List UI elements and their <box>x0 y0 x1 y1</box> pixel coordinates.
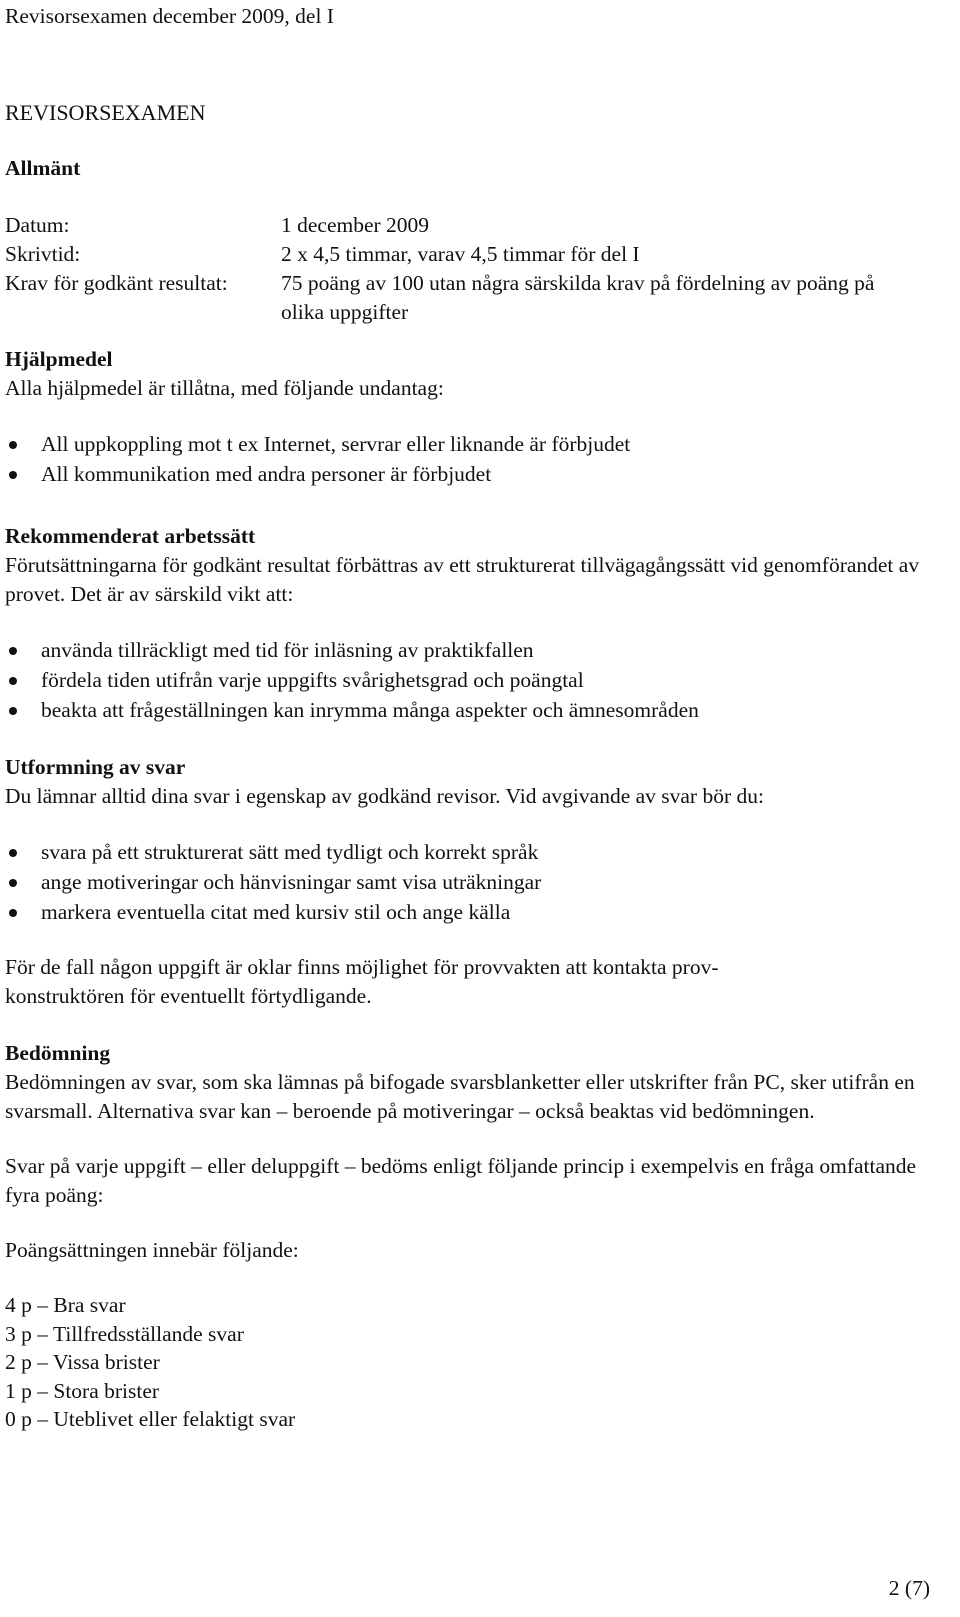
aids-section <box>5 345 945 489</box>
method-heading: Rekommenderat arbetssätt <box>5 524 256 548</box>
exam-info-table <box>5 211 881 327</box>
grading-section <box>5 1039 945 1434</box>
answers-note: För de fall någon uppgift är oklar finns möjlighet för provvakten att kontakta prov-konstruktören för eventuellt förtydligande. <box>5 955 719 1008</box>
info-row-date <box>5 211 881 240</box>
grading-paragraph: Svar på varje uppgift – eller deluppgift – bedöms enligt följande princip i exempelvis en fråga omfattande fyra poäng: <box>5 1154 917 1207</box>
list-item-text: markera eventuella citat med kursiv stil och ange källa <box>41 900 511 924</box>
method-intro: Förutsättningarna för godkänt resultat förbättras av ett strukturerat tillvägagångssätt vid genomförandet av provet. Det är av särskild vikt att: <box>5 553 920 606</box>
info-label: Datum: <box>5 213 70 237</box>
score-list <box>5 1291 945 1434</box>
info-row-pass-requirement <box>5 269 881 327</box>
bullet-icon <box>9 879 17 887</box>
score-item: 1 p – Stora brister <box>5 1378 160 1403</box>
list-item <box>5 867 945 897</box>
answers-bullet-list <box>5 837 945 927</box>
list-item <box>5 665 945 695</box>
score-item: 4 p – Bra svar <box>5 1293 126 1317</box>
bullet-icon <box>9 471 17 479</box>
list-item-text: beakta att frågeställningen kan inrymma många aspekter och ämnesområden <box>41 698 699 722</box>
info-value: 75 poäng av 100 utan några särskilda krav på fördelning av poäng på olika uppgifter <box>281 271 875 324</box>
info-value: 2 x 4,5 timmar, varav 4,5 timmar för del I <box>281 242 640 266</box>
bullet-icon <box>9 909 17 917</box>
info-label: Krav för godkänt resultat: <box>5 271 228 295</box>
document-title: REVISORSEXAMEN <box>5 100 206 125</box>
grading-paragraph: Bedömningen av svar, som ska lämnas på bifogade svarsblanketter eller utskrifter från PC, sker utifrån en svarsmall. Alternativa svar kan – beroende på motiveringar – också beaktas vid bedömningen. <box>5 1070 915 1123</box>
list-item-text: använda tillräckligt med tid för inläsning av praktikfallen <box>41 638 534 662</box>
answers-intro: Du lämnar alltid dina svar i egenskap av godkänd revisor. Vid avgivande av svar bör du: <box>5 784 764 808</box>
general-heading: Allmänt <box>5 156 81 180</box>
list-item <box>5 429 945 459</box>
aids-intro: Alla hjälpmedel är tillåtna, med följande undantag: <box>5 376 444 400</box>
method-section <box>5 522 945 725</box>
bullet-icon <box>9 441 17 449</box>
bullet-icon <box>9 707 17 715</box>
list-item <box>5 459 945 489</box>
list-item <box>5 695 945 725</box>
list-item <box>5 635 945 665</box>
page-number: 2 (7) <box>888 1576 930 1600</box>
list-item-text: All kommunikation med andra personer är förbjudet <box>41 462 492 486</box>
bullet-icon <box>9 849 17 857</box>
running-header: Revisorsexamen december 2009, del I <box>5 4 334 28</box>
bullet-icon <box>9 647 17 655</box>
bullet-icon <box>9 677 17 685</box>
aids-bullet-list <box>5 429 945 489</box>
score-item: 0 p – Uteblivet eller felaktigt svar <box>5 1407 296 1431</box>
list-item-text: svara på ett strukturerat sätt med tydligt och korrekt språk <box>41 840 539 864</box>
info-row-duration <box>5 240 881 269</box>
list-item-text: fördela tiden utifrån varje uppgifts svårighetsgrad och poängtal <box>41 668 584 692</box>
list-item-text: All uppkoppling mot t ex Internet, servrar eller liknande är förbjudet <box>41 432 631 456</box>
list-item-text: ange motiveringar och hänvisningar samt visa uträkningar <box>41 870 542 894</box>
method-bullet-list <box>5 635 945 725</box>
answers-heading: Utformning av svar <box>5 755 186 779</box>
info-label: Skrivtid: <box>5 242 81 266</box>
info-value: 1 december 2009 <box>281 213 430 237</box>
grading-heading: Bedömning <box>5 1041 111 1065</box>
list-item <box>5 897 945 927</box>
score-item: 2 p – Vissa brister <box>5 1350 160 1374</box>
grading-paragraph: Poängsättningen innebär följande: <box>5 1238 299 1262</box>
aids-heading: Hjälpmedel <box>5 347 113 371</box>
answers-section <box>5 753 945 1011</box>
score-item: 3 p – Tillfredsställande svar <box>5 1321 244 1346</box>
list-item <box>5 837 945 867</box>
